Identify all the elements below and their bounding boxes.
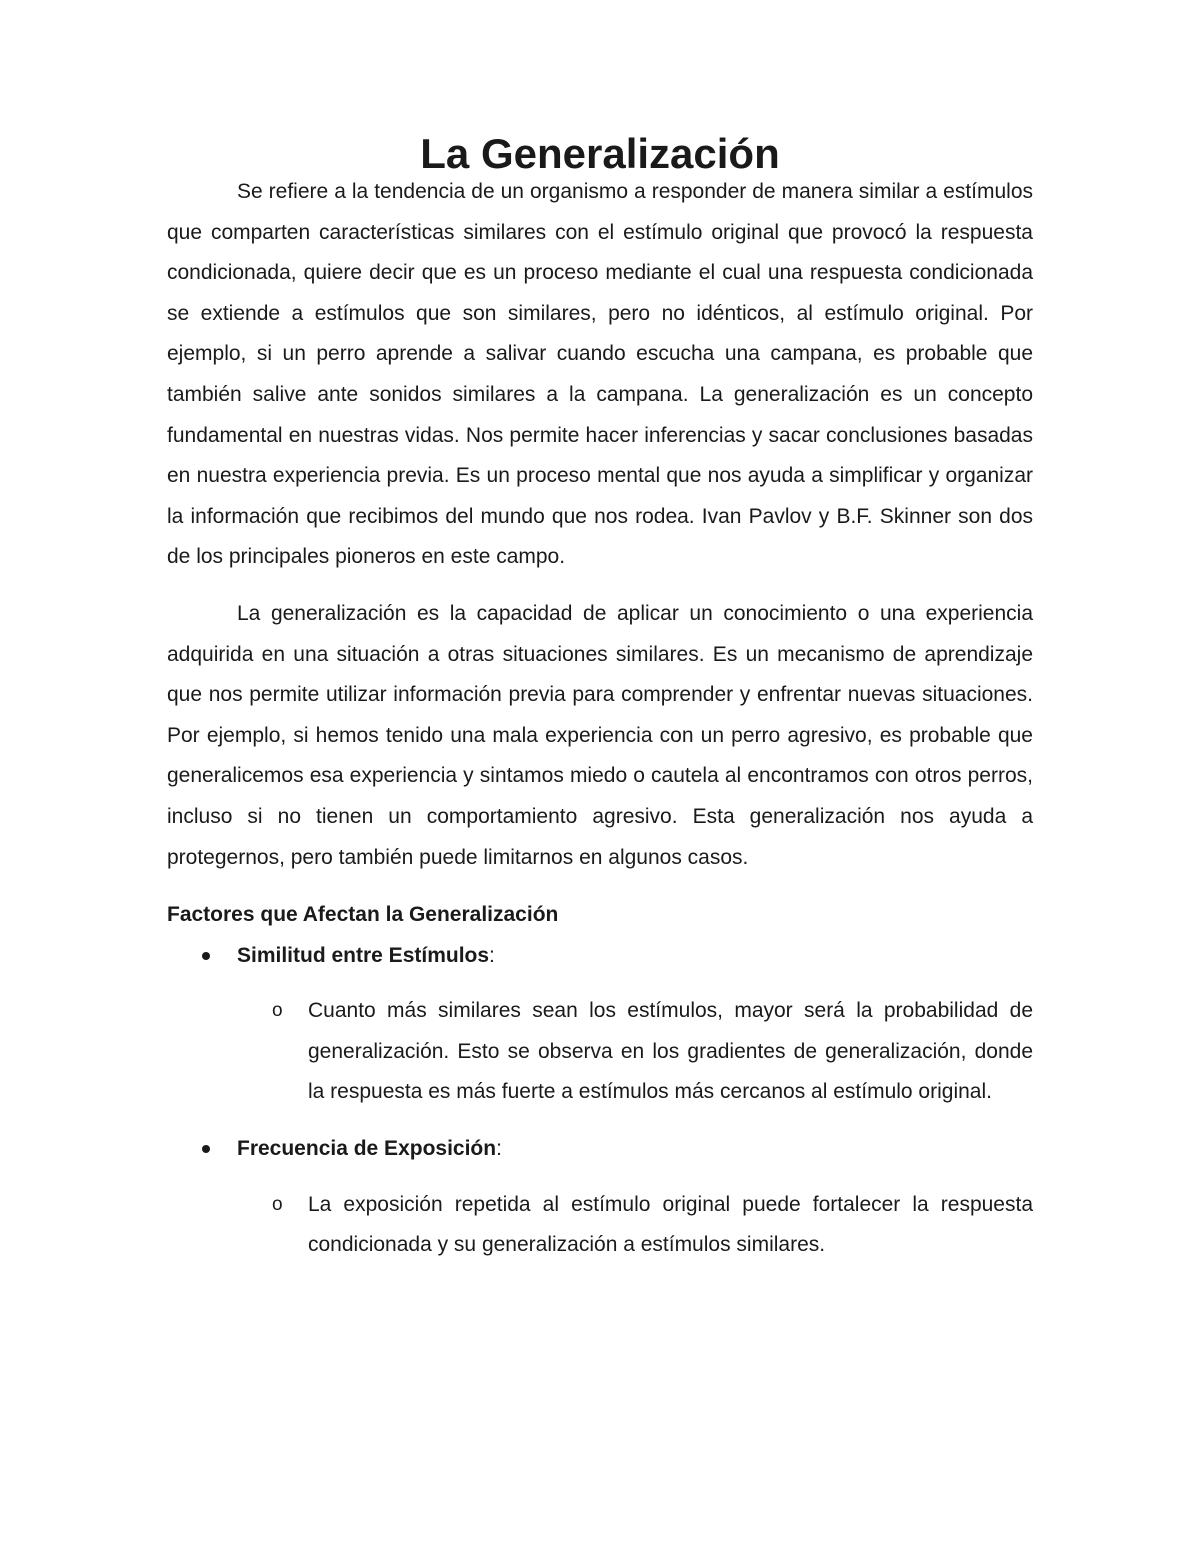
document-title: La Generalización <box>420 130 780 177</box>
factor-sub-list <box>237 991 1033 1113</box>
factor-detail-item <box>237 991 1033 1113</box>
factor-title: Similitud entre Estímulos <box>237 943 490 967</box>
document-body <box>167 130 1033 1266</box>
sub-bullet-icon: o <box>272 1193 283 1215</box>
factor-title-suffix: : <box>489 943 495 967</box>
factor-title-suffix: : <box>496 1137 502 1161</box>
sub-bullet-icon: o <box>272 1000 283 1022</box>
body-paragraph-2: La generalización es la capacidad de aplicar un conocimiento o una experiencia adquirida en una situación a otras situaciones similares. Es un mecanismo de aprendizaje que nos permite utilizar información previa para comprender y enfrentar nuevas situaciones. Por ejemplo, si hemos tenido una mala experiencia con un perro agresivo, es probable que generalicemos esa experiencia y sintamos miedo o cautela al encontramos con otros perros, incluso si no tienen un comportamiento agresivo. Esta generalización nos ayuda a protegernos, pero también puede limitarnos en algunos casos. <box>167 601 1033 869</box>
factor-item-similitud <box>167 936 1033 1113</box>
factor-title: Frecuencia de Exposición <box>237 1137 497 1161</box>
factors-list <box>167 936 1033 1266</box>
bullet-icon <box>202 952 210 960</box>
factor-detail-item <box>237 1185 1033 1266</box>
body-paragraph-1: Se refiere a la tendencia de un organismo a responder de manera similar a estímulos que comparten características similares con el estímulo original que provocó la respuesta condicionada, quiere decir que es un proceso mediante el cual una respuesta condicionada se extiende a estímulos que son similares, pero no idénticos, al estímulo original. Por ejemplo, si un perro aprende a salivar cuando escucha una campana, es probable que también salive ante sonidos similares a la campana. La generalización es un concepto fundamental en nuestras vidas. Nos permite hacer inferencias y sacar conclusiones basadas en nuestra experiencia previa. Es un proceso mental que nos ayuda a simplificar y organizar la información que recibimos del mundo que nos rodea. Ivan Pavlov y B.F. Skinner son dos de los principales pioneros en este campo. <box>167 180 1033 569</box>
factor-detail: La exposición repetida al estímulo original puede fortalecer la respuesta condicionada y su generalización a estímulos similares. <box>308 1192 1033 1257</box>
factor-detail: Cuanto más similares sean los estímulos, mayor será la probabilidad de generalización. Esto se observa en los gradientes de generalización, donde la respuesta es más fuerte a estímulos más cercanos al estímulo original. <box>308 999 1033 1104</box>
section-heading: Factores que Afectan la Generalización <box>167 903 559 927</box>
bullet-icon <box>202 1145 210 1153</box>
factor-sub-list <box>237 1185 1033 1266</box>
factor-item-frecuencia <box>167 1129 1033 1266</box>
